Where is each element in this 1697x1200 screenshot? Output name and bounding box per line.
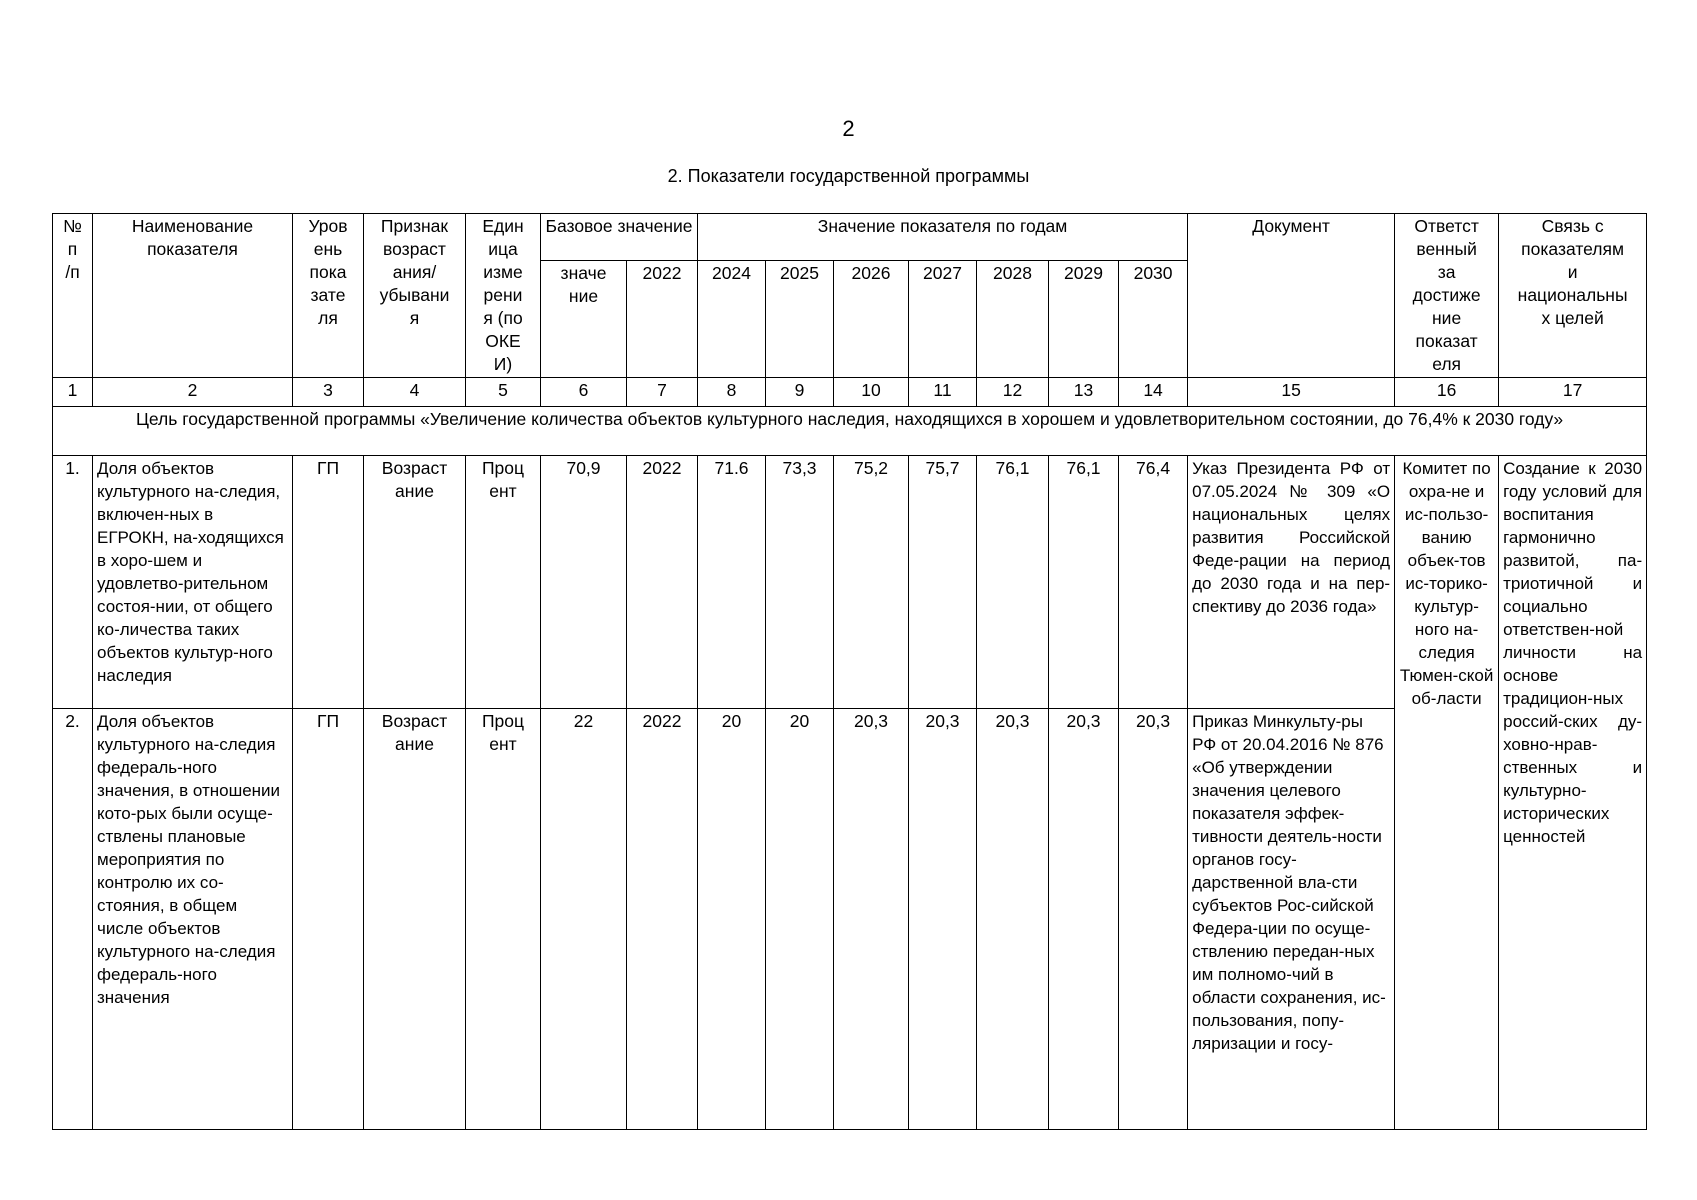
header-year-2026: 2026 [834, 261, 909, 378]
row-value-2030: 20,3 [1119, 709, 1188, 1130]
row-responsible: Комитет по охра-не и ис-пользо-ванию объек-тов ис-торико-культур-ного на-следия Тюмен-ской об-ласти [1395, 456, 1499, 1130]
header-level: Уров ень пока зате ля [293, 214, 364, 378]
header-base-year: 2022 [627, 261, 698, 378]
row-value-2027: 75,7 [909, 456, 977, 709]
header-year-2029: 2029 [1049, 261, 1119, 378]
header-base: Базовое значение [541, 214, 698, 261]
row-value-2024: 71.6 [698, 456, 766, 709]
column-number: 11 [909, 378, 977, 407]
column-number-row [53, 378, 1647, 407]
header-year-2028: 2028 [977, 261, 1049, 378]
header-year-2027: 2027 [909, 261, 977, 378]
header-values-by-year: Значение показателя по годам [698, 214, 1188, 261]
row-value-2025: 73,3 [766, 456, 834, 709]
header-year-2024: 2024 [698, 261, 766, 378]
column-number: 13 [1049, 378, 1119, 407]
row-unit: Проц ент [466, 456, 541, 709]
header-unit: Един ица изме рени я (по ОКЕ И) [466, 214, 541, 378]
column-number: 8 [698, 378, 766, 407]
column-number: 9 [766, 378, 834, 407]
row-value-2030: 76,4 [1119, 456, 1188, 709]
indicators-table [52, 213, 1647, 1130]
row-value-2028: 20,3 [977, 709, 1049, 1130]
header-num: № п /п [53, 214, 93, 378]
row-level: ГП [293, 456, 364, 709]
column-number: 5 [466, 378, 541, 407]
column-number: 15 [1188, 378, 1395, 407]
row-value-2026: 20,3 [834, 709, 909, 1130]
header-year-2030: 2030 [1119, 261, 1188, 378]
table-row [53, 456, 1647, 709]
row-base-value: 70,9 [541, 456, 627, 709]
row-base-value: 22 [541, 709, 627, 1130]
row-trend: Возраст ание [364, 709, 466, 1130]
row-value-2024: 20 [698, 709, 766, 1130]
row-name: Доля объектов культурного на-следия федераль-ного значения, в отношении кото-рых были осуще-ствлены плановые мероприятия по контролю их со-стояния, в общем числе объектов культурного на-следия федераль-ного значения [93, 709, 293, 1130]
header-base-value: значе ние [541, 261, 627, 378]
column-number: 16 [1395, 378, 1499, 407]
column-number: 14 [1119, 378, 1188, 407]
column-number: 3 [293, 378, 364, 407]
row-value-2025: 20 [766, 709, 834, 1130]
header-year-2025: 2025 [766, 261, 834, 378]
column-number: 2 [93, 378, 293, 407]
goal-row [53, 407, 1647, 456]
header-trend: Признак возраст ания/ убывани я [364, 214, 466, 378]
column-number: 1 [53, 378, 93, 407]
row-value-2026: 75,2 [834, 456, 909, 709]
row-unit: Проц ент [466, 709, 541, 1130]
row-value-2027: 20,3 [909, 709, 977, 1130]
header-link: Связь с показателям и национальны х целей [1499, 214, 1647, 378]
row-link: Создание к 2030 году условий для воспитания гармонично развитой, па-триотичной и социально ответствен-ной личности на основе традицион-ных россий-ских ду-ховно-нрав-ственных и культурно-исторических ценностей [1499, 456, 1647, 1130]
row-name: Доля объектов культурного на-следия, включен-ных в ЕГРОКН, на-ходящихся в хоро-шем и удовлетво-рительном состоя-нии, от общего ко-личества таких объектов культур-ного наследия [93, 456, 293, 709]
column-number: 4 [364, 378, 466, 407]
row-trend: Возраст ание [364, 456, 466, 709]
column-number: 12 [977, 378, 1049, 407]
header-document: Документ [1188, 214, 1395, 378]
row-document: Указ Президента РФ от 07.05.2024 № 309 «О национальных целях развития Российской Феде-рации на период до 2030 года и на пер-спективу до 2036 года» [1188, 456, 1395, 709]
column-number: 17 [1499, 378, 1647, 407]
row-document: Приказ Минкульту-ры РФ от 20.04.2016 № 876 «Об утверждении значения целевого показателя эффек-тивности деятель-ности органов госу-дарственной вла-сти субъектов Рос-сийской Федера-ции по осуще-ствлению передан-ных им полномо-чий в области сохранения, ис-пользования, попу-ляризации и госу- [1188, 709, 1395, 1130]
row-value-2029: 20,3 [1049, 709, 1119, 1130]
row-num: 1. [53, 456, 93, 709]
column-number: 10 [834, 378, 909, 407]
row-level: ГП [293, 709, 364, 1130]
document-title: 2. Показатели государственной программы [667, 166, 1030, 186]
column-number: 6 [541, 378, 627, 407]
column-number: 7 [627, 378, 698, 407]
row-value-2028: 76,1 [977, 456, 1049, 709]
header-responsible: Ответст венный за достиже ние показат еля [1395, 214, 1499, 378]
row-base-year: 2022 [627, 709, 698, 1130]
row-num: 2. [53, 709, 93, 1130]
program-goal: Цель государственной программы «Увеличение количества объектов культурного наследия, находящихся в хорошем и удовлетворительном состоянии, до 76,4% к 2030 году» [53, 407, 1647, 456]
row-base-year: 2022 [627, 456, 698, 709]
header-row-1 [53, 214, 1647, 261]
row-value-2029: 76,1 [1049, 456, 1119, 709]
page-number: 2 [842, 116, 855, 141]
header-name: Наименование показателя [93, 214, 293, 378]
